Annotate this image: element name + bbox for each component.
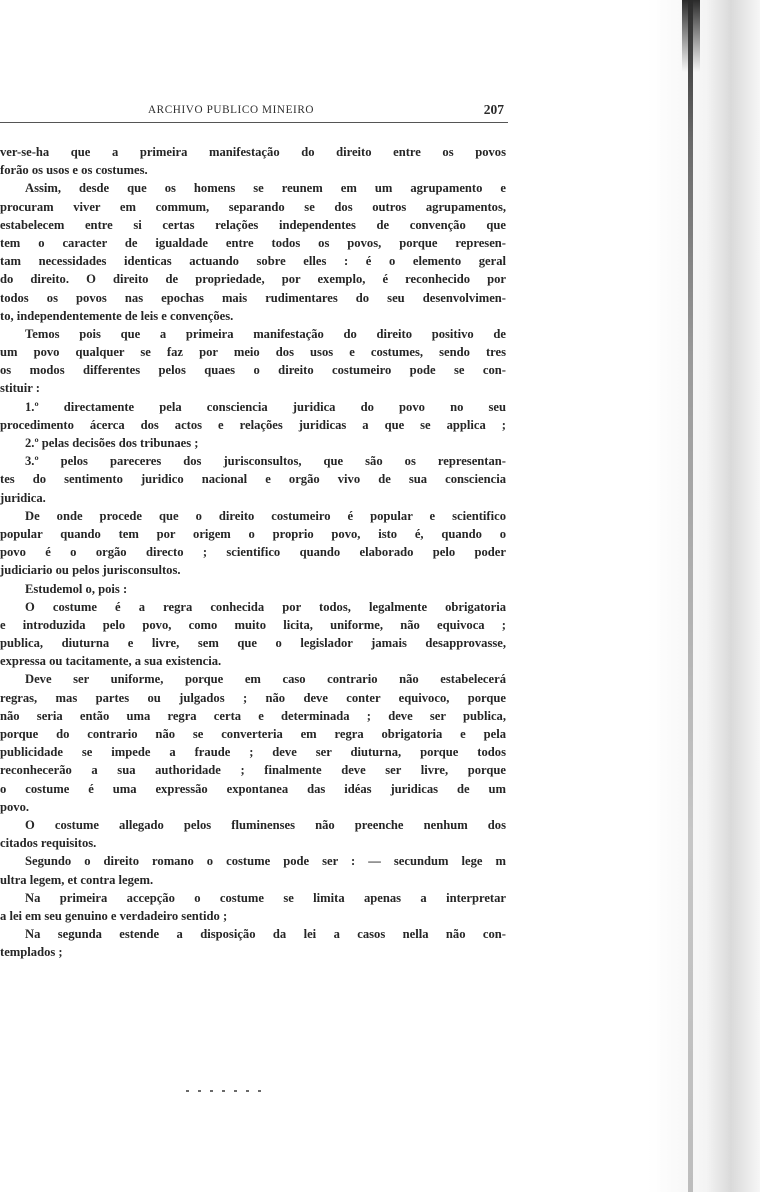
header-rule	[0, 122, 508, 123]
text-line: to, independentemente de leis e convenções.	[0, 308, 234, 323]
text-line: 3.º pelos pareceres dos jurisconsultos, que são os representan-	[25, 454, 506, 469]
text-line: 2.º pelas decisões dos tribunaes ;	[25, 436, 199, 450]
text-line: judiciario ou pelos jurisconsultos.	[0, 563, 181, 578]
text-line: não seria então uma regra certa e determinada ; deve ser publica,	[0, 708, 506, 723]
text-line: todos os povos nas epochas mais rudimentares do seu desenvolvimen-	[0, 290, 506, 305]
text-line: um povo qualquer se faz por meio dos usos e costumes, sendo tres	[0, 345, 506, 360]
text-line: ver-se-ha que a primeira manifestação do direito entre os povos	[0, 145, 506, 159]
text-line: Na primeira accepção o costume se limita apenas a interpretar	[25, 890, 506, 905]
text-line: Assim, desde que os homens se reunem em um agrupamento e	[25, 181, 506, 196]
text-line: templados ;	[0, 945, 63, 960]
text-line: procuram viver em commum, separando se dos outros agrupamentos,	[0, 199, 506, 214]
text-line: stituir :	[0, 381, 40, 396]
text-line: Temos pois que a primeira manifestação do direito positivo de	[25, 326, 506, 341]
text-line: forão os usos e os costumes.	[0, 163, 148, 178]
text-line: De onde procede que o direito costumeiro é popular e scientifico	[25, 508, 506, 523]
page-header	[0, 100, 506, 122]
text-line: 1.º directamente pela consciencia juridica do povo no seu	[25, 399, 506, 414]
page-gutter-shadow	[648, 0, 760, 1192]
text-line: O costume allegado pelos fluminenses não preenche nenhum dos	[25, 817, 506, 832]
text-line: porque do contrario não se converteria em regra obrigatoria e pela	[0, 727, 506, 741]
text-line: Estudemol o, pois :	[25, 581, 128, 596]
text-line: expressa ou tacitamente, a sua existencia.	[0, 654, 222, 669]
text-line: e introduzida pelo povo, como muito licita, uniforme, não equivoca ;	[0, 617, 506, 632]
body-text	[0, 143, 506, 961]
text-line: regras, mas partes ou julgados ; não deve conter equivoco, porque	[0, 690, 506, 705]
text-line: publicidade se impede a fraude ; deve ser diuturna, porque todos	[0, 745, 506, 760]
text-line: reconhecerão a sua authoridade ; finalmente deve ser livre, porque	[0, 763, 506, 778]
text-line: tem o caracter de igualdade entre todos os povos, porque represen-	[0, 235, 506, 250]
text-line: popular quando tem por origem o proprio povo, isto é, quando o	[0, 526, 506, 541]
text-line: tes do sentimento juridico nacional e orgão vivo de sua consciencia	[0, 472, 506, 487]
text-line: juridica.	[0, 490, 46, 505]
text-line: estabelecem entre si certas relações independentes de convenção que	[0, 217, 506, 232]
text-line: publica, diuturna e livre, sem que o legislador jamais desapprovasse,	[0, 636, 506, 651]
text-line: do direito. O direito de propriedade, por exemplo, é reconhecido por	[0, 272, 506, 287]
text-line: Na segunda estende a disposição da lei a casos nella não con-	[25, 927, 506, 942]
running-title: ARCHIVO PUBLICO MINEIRO	[148, 104, 315, 116]
text-line: O costume é a regra conhecida por todos, legalmente obrigatoria	[25, 599, 506, 614]
text-line: os modos differentes pelos quaes o direito costumeiro pode se con-	[0, 363, 506, 378]
text-line: procedimento ácerca dos actos e relações juridicas a que se applica ;	[0, 417, 506, 432]
text-line: o costume é uma expressão expontanea das idéas juridicas de um	[0, 781, 506, 796]
text-line: citados requisitos.	[0, 836, 97, 851]
text-line: Deve ser uniforme, porque em caso contrario não estabelecerá	[25, 672, 506, 687]
print-smudge	[186, 1090, 262, 1092]
text-line: tam necessidades identicas actuando sobre elles : é o elemento geral	[0, 254, 506, 269]
text-line: Segundo o direito romano o costume pode ser : — secundum lege m	[25, 854, 506, 869]
text-line: povo.	[0, 799, 30, 814]
text-line: ultra legem, et contra legem.	[0, 872, 154, 887]
page-number: 207	[483, 102, 504, 117]
binding-edge	[688, 0, 693, 1192]
text-line: a lei em seu genuino e verdadeiro sentido ;	[0, 908, 228, 923]
text-line: povo é o orgão directo ; scientifico quando elaborado pelo poder	[0, 545, 506, 560]
